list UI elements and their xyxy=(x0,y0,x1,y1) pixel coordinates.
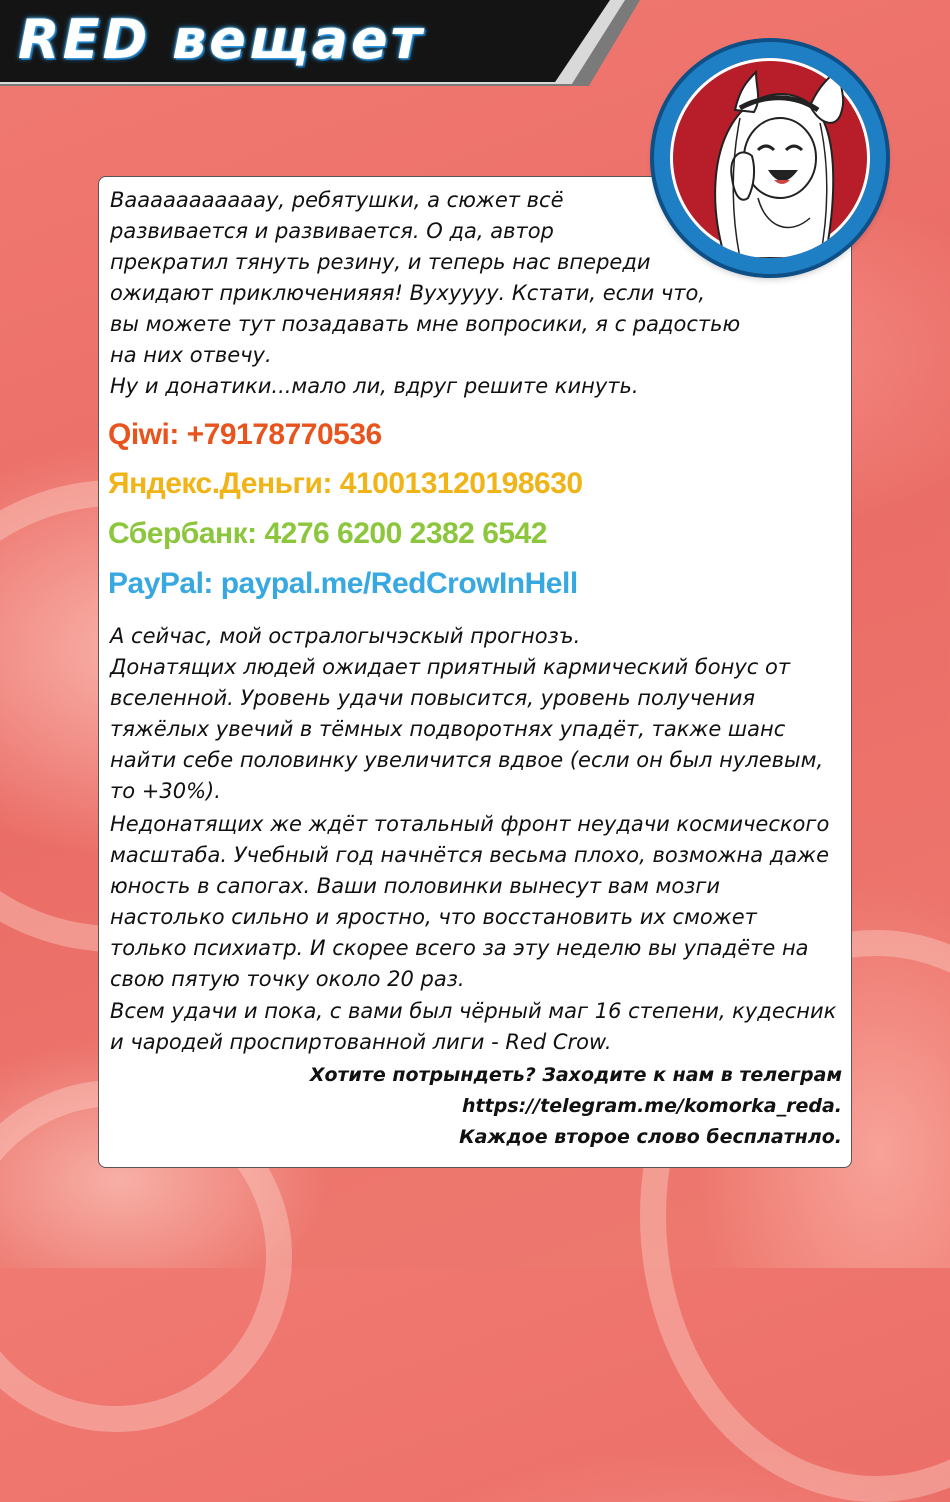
intro-line: развивается и развивается. О да, автор xyxy=(110,219,554,243)
forecast-line: найти себе половинку увеличится вдвое (если он был нулевым, xyxy=(110,748,824,772)
intro-line: Вааааааааааау, ребятушки, а сюжет всё xyxy=(110,188,564,212)
paypal-payment: PayPal: paypal.me/RedCrowInHell xyxy=(108,567,578,600)
forecast-line: Всем удачи и пока, с вами был чёрный маг 16 степени, кудесник xyxy=(110,999,837,1023)
intro-line: Ну и донатики...мало ли, вдруг решите кинуть. xyxy=(110,374,639,398)
intro-line: вы можете тут позадавать мне вопросики, я с радостью xyxy=(110,312,741,336)
intro-line: на них отвечу. xyxy=(110,343,272,367)
sber-payment: Сбербанк: 4276 6200 2382 6542 xyxy=(108,517,547,550)
avatar-image xyxy=(670,58,870,258)
intro-line: ожидают приключенияяя! Вухуууу. Кстати, если что, xyxy=(110,281,706,305)
yandex-payment: Яндекс.Деньги: 410013120198630 xyxy=(108,467,583,500)
avatar xyxy=(654,42,886,274)
qiwi-payment: Qiwi: +79178770536 xyxy=(108,418,382,451)
footer-joke: Каждое второе слово бесплатнло. xyxy=(459,1126,842,1148)
page-title: RED вещает xyxy=(18,8,425,71)
forecast-line: и чародей проспиртованной лиги - Red Crow. xyxy=(110,1030,612,1054)
forecast-line: тяжёлых увечий в тёмных подворотнях упадёт, также шанс xyxy=(110,717,786,741)
forecast-line: Недонатящих же ждёт тотальный фронт неудачи космического xyxy=(110,812,830,836)
forecast-line: масштаба. Учебный год начнётся весьма плохо, возможна даже xyxy=(110,843,830,867)
telegram-invite: Хотите потрындеть? Заходите к нам в телеграм xyxy=(309,1064,842,1086)
forecast-line: вселенной. Уровень удачи повысится, уровень получения xyxy=(110,686,756,710)
telegram-link[interactable]: https://telegram.me/komorka_reda. xyxy=(462,1095,842,1117)
forecast-line: юность в сапогах. Ваши половинки вынесут вам мозги xyxy=(110,874,721,898)
forecast-line: Донатящих людей ожидает приятный кармический бонус от xyxy=(110,655,791,679)
intro-line: прекратил тянуть резину, и теперь нас впереди xyxy=(110,250,651,274)
forecast-line: свою пятую точку около 20 раз. xyxy=(110,967,465,991)
forecast-line: А сейчас, мой остралогычэскый прогнозъ. xyxy=(110,624,581,648)
anime-girl-laughing-icon xyxy=(670,58,870,258)
forecast-line: только психиатр. И скорее всего за эту неделю вы упадёте на xyxy=(110,936,809,960)
forecast-line: настолько сильно и яростно, что восстановить их сможет xyxy=(110,905,757,929)
forecast-line: то +30%). xyxy=(110,779,221,803)
